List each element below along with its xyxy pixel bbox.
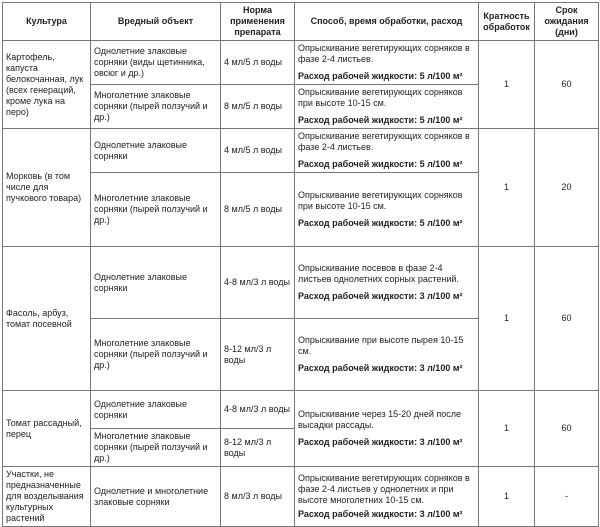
- method-cell: [295, 467, 479, 527]
- rate-cell: 4-8 мл/3 л воды: [221, 247, 295, 319]
- table-row: [3, 247, 599, 319]
- method-text: Опрыскивание вегетирующих сорняков в фазе 2-4 листьев.: [298, 131, 470, 152]
- target-cell: Однолетние злаковые сорняки: [91, 247, 221, 319]
- consumption-text: Расход рабочей жидкости: 3 л/100 м²: [298, 291, 463, 301]
- crop-cell: Томат рассадный, перец: [3, 391, 91, 467]
- header-wait: Срок ожидания (дни): [535, 3, 599, 41]
- times-cell: 1: [479, 129, 535, 247]
- method-cell: [295, 129, 479, 173]
- method-text: Опрыскивание вегетирующих сорняков при высоте 10-15 см.: [298, 87, 463, 108]
- method-text: Опрыскивание вегетирующих сорняков в фазе 2-4 листьев у однолетних и при высоте многолетних 10-15 см.: [298, 473, 470, 505]
- header-crop: Культура: [3, 3, 91, 41]
- rate-cell: 8 мл/5 л воды: [221, 173, 295, 247]
- header-times: Кратность обработок: [479, 3, 535, 41]
- consumption-text: Расход рабочей жидкости: 5 л/100 м²: [298, 71, 463, 81]
- rate-cell: 8-12 мл/3 л воды: [221, 429, 295, 467]
- consumption-text: Расход рабочей жидкости: 3 л/100 м²: [298, 509, 463, 519]
- wait-cell: 60: [535, 391, 599, 467]
- crop-cell: Фасоль, арбуз, томат посевной: [3, 247, 91, 391]
- wait-cell: -: [535, 467, 599, 527]
- header-row: [3, 3, 599, 41]
- target-cell: Однолетние злаковые сорняки: [91, 391, 221, 429]
- header-target: Вредный объект: [91, 3, 221, 41]
- rate-cell: 8-12 мл/3 л воды: [221, 319, 295, 391]
- crop-cell: Морковь (в том числе для пучкового товара): [3, 129, 91, 247]
- target-cell: Однолетние злаковые сорняки (виды щетинника, овсюг и др.): [91, 41, 221, 85]
- method-cell: [295, 391, 479, 467]
- target-cell: Многолетние злаковые сорняки (пырей ползучий и др.): [91, 85, 221, 129]
- rate-cell: 4-8 мл/3 л воды: [221, 391, 295, 429]
- wait-cell: 60: [535, 41, 599, 129]
- times-cell: 1: [479, 247, 535, 391]
- crop-cell: Картофель, капуста белокочанная, лук (всех генераций, кроме лука на перо): [3, 41, 91, 129]
- method-text: Опрыскивание вегетирующих сорняков в фазе 2-4 листьев.: [298, 43, 470, 64]
- rate-cell: 4 мл/5 л воды: [221, 41, 295, 85]
- method-cell: [295, 319, 479, 391]
- target-cell: Однолетние злаковые сорняки: [91, 129, 221, 173]
- table-row: [3, 41, 599, 85]
- table-row: [3, 391, 599, 429]
- method-cell: [295, 85, 479, 129]
- consumption-text: Расход рабочей жидкости: 3 л/100 м²: [298, 437, 463, 447]
- header-method: Способ, время обработки, расход: [295, 3, 479, 41]
- wait-cell: 60: [535, 247, 599, 391]
- table-row: [3, 129, 599, 173]
- method-text: Опрыскивание при высоте пырея 10-15 см.: [298, 335, 464, 356]
- target-cell: Многолетние злаковые сорняки (пырей ползучий и др.): [91, 319, 221, 391]
- times-cell: 1: [479, 391, 535, 467]
- herbicide-application-table: [2, 2, 599, 527]
- consumption-text: Расход рабочей жидкости: 5 л/100 м²: [298, 218, 463, 228]
- target-cell: Многолетние злаковые сорняки (пырей ползучий и др.): [91, 429, 221, 467]
- method-text: Опрыскивание посевов в фазе 2-4 листьев однолетних сорных растений.: [298, 263, 459, 284]
- wait-cell: 20: [535, 129, 599, 247]
- method-cell: [295, 173, 479, 247]
- rate-cell: 8 мл/5 л воды: [221, 85, 295, 129]
- table-row: [3, 467, 599, 527]
- rate-cell: 4 мл/5 л воды: [221, 129, 295, 173]
- times-cell: 1: [479, 41, 535, 129]
- consumption-text: Расход рабочей жидкости: 3 л/100 м²: [298, 363, 463, 373]
- consumption-text: Расход рабочей жидкости: 5 л/100 м²: [298, 159, 463, 169]
- target-cell: Однолетние и многолетние злаковые сорняки: [91, 467, 221, 527]
- rate-cell: 8 мл/3 л воды: [221, 467, 295, 527]
- method-cell: [295, 41, 479, 85]
- consumption-text: Расход рабочей жидкости: 5 л/100 м²: [298, 115, 463, 125]
- method-text: Опрыскивание вегетирующих сорняков при высоте 10-15 см.: [298, 190, 463, 211]
- crop-cell: Участки, не предназначенные для возделывания культурных растений: [3, 467, 91, 527]
- target-cell: Многолетние злаковые сорняки (пырей ползучий и др.): [91, 173, 221, 247]
- method-text: Опрыскивание через 15-20 дней после высадки рассады.: [298, 409, 462, 430]
- header-rate: Норма применения препарата: [221, 3, 295, 41]
- method-cell: [295, 247, 479, 319]
- times-cell: 1: [479, 467, 535, 527]
